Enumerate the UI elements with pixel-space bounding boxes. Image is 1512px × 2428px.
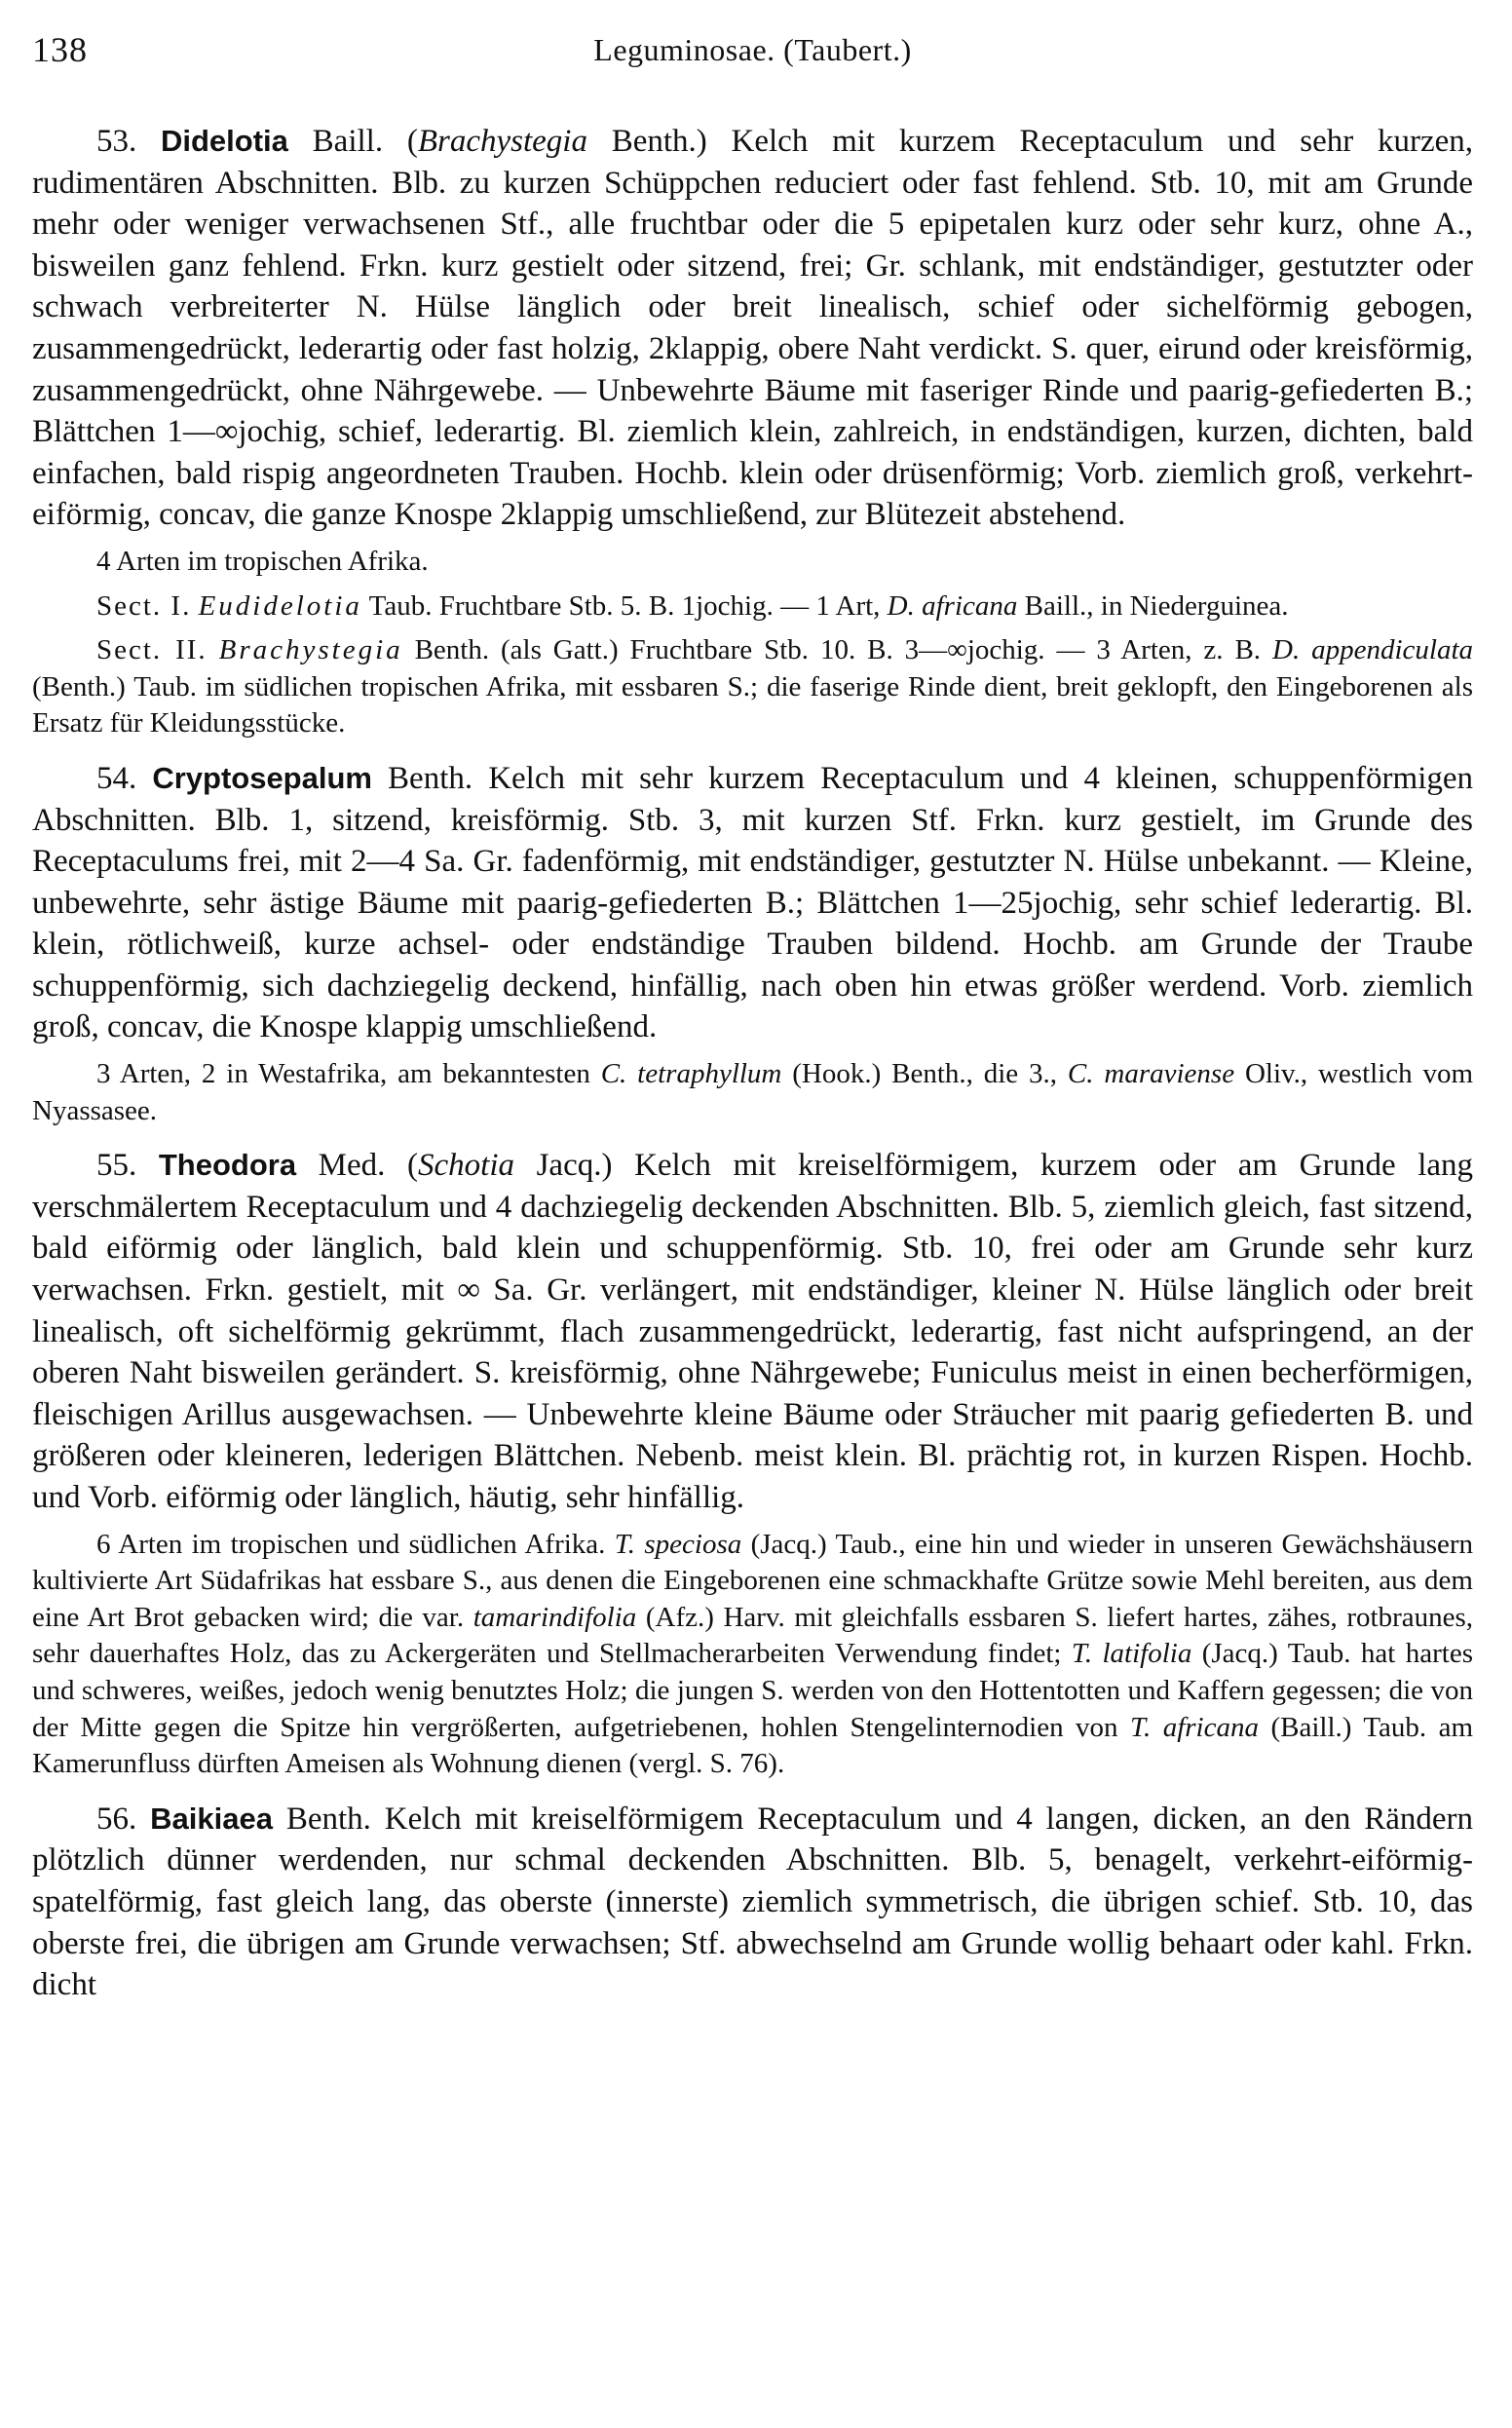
genus-author: Benth.: [388, 760, 473, 796]
synonym-author: Benth.): [611, 124, 707, 159]
entry-body: Kelch mit sehr kurzem Receptaculum und 4 kleinen, schuppenförmigen Abschnitten. Blb. 1, sitzend, kreisförmig. Stb. 3, mit kurzen Stf. Frkn. kurz gestielt, im Grunde des Receptaculums frei, mit 2—4 Sa. Gr. fadenförmig, mit endständiger, gestutzter N. Hülse unbekannt. — Kleine, unbewehrte, sehr ästige Bäume mit paarig-gefiederten B.; Blättchen 1—25jochig, sehr schief lederartig. Bl. klein, rötlichweiß, kurze achsel- oder endständige Trauben bildend. Hochb. am Grunde der Traube schuppenförmig, sich dachziegelig deckend, hinfällig, nach oben hin etwas größer werdend. Vorb. ziemlich groß, concav, die Knospe klappig umschließend.: [32, 760, 1474, 1045]
synonym-author: Jacq.): [536, 1148, 613, 1184]
section-text: Baill., in Niederguinea.: [1024, 589, 1289, 622]
section-text: Benth. (als Gatt.) Fruchtbare Stb. 10. B. 3—∞jochig. — 3 Arten, z. B.: [414, 634, 1262, 666]
species-name: C. maraviense: [1067, 1058, 1235, 1090]
section-label: Sect. II.: [96, 634, 208, 666]
note-text: (Hook.) Benth., die 3.,: [792, 1058, 1058, 1090]
species-note: [32, 1056, 1473, 1129]
genus-entry-didelotia: [32, 121, 1473, 536]
species-name: tamarindifolia: [472, 1601, 637, 1633]
genus-name: Baikiaea: [150, 1801, 273, 1836]
synonym-open: (: [406, 124, 418, 159]
section-name: Brachystegia: [218, 634, 403, 666]
section-name: Eudidelotia: [198, 589, 362, 622]
genus-name: Cryptosepalum: [152, 760, 372, 795]
genus-author: Baill.: [312, 124, 384, 159]
species-name: D. africana: [887, 589, 1018, 622]
genus-author: Med.: [318, 1148, 386, 1184]
genus-entry-cryptosepalum: [32, 758, 1473, 1048]
synonym-open: (: [407, 1148, 419, 1184]
section-note-1: [32, 588, 1473, 626]
note-text: (Baill.) Taub. am Kamerunfluss dürften Ameisen als Wohnung dienen (vergl. S. 76).: [32, 1711, 1474, 1780]
section-text: Taub. Fruchtbare Stb. 5. B. 1jochig. — 1 Art,: [368, 589, 881, 622]
section-label: Sect. I.: [96, 589, 192, 622]
entry-number: 54.: [96, 760, 137, 796]
page-header: [32, 29, 1473, 74]
distribution-note: 4 Arten im tropischen Afrika.: [96, 545, 429, 577]
species-name: T. speciosa: [614, 1528, 742, 1560]
entry-number: 55.: [96, 1148, 137, 1184]
species-note: [32, 1527, 1473, 1783]
synonym-name: Brachystegia: [417, 124, 587, 159]
species-name: T. latifolia: [1071, 1638, 1192, 1670]
genus-name: Theodora: [158, 1148, 297, 1183]
note-text: (Afz.) Harv. mit gleichfalls essbaren S. liefert hartes, zähes, rotbraunes, sehr dauerhaftes Holz, das zu Ackergeräten und Stellmacherarbeiten Verwendung findet;: [32, 1601, 1474, 1670]
entry-body: Kelch mit kreiselförmigem Receptaculum und 4 langen, dicken, an den Rändern plötzlich dünner werdenden, nur schmal deckenden Abschnitten. Blb. 5, benagelt, verkehrt-eiförmig-spatelförmig, fast gleich lang, das oberste (innerste) ziemlich symmetrisch, die übrigen schief. Stb. 10, das oberste frei, die übrigen am Grunde verwachsen; Stf. abwechselnd am Grunde wollig behaart oder kahl. Frkn. dicht: [32, 1801, 1474, 2003]
species-name: C. tetraphyllum: [600, 1058, 782, 1090]
entry-number: 56.: [96, 1801, 137, 1837]
species-name: D. appendiculata: [1272, 634, 1474, 666]
note-text: 6 Arten im tropischen und südlichen Afrika.: [96, 1528, 606, 1560]
genus-entry-baikiaea: [32, 1799, 1473, 2006]
note-text: (Jacq.) Taub. hat hartes und schweres, weißes, jedoch wenig benutztes Holz; die jungen S. werden von den Hottentotten und Kaffern gegessen; die von der Mitte gegen die Spitze hin vergrößerten, aufgetriebenen, hohlen Stengelinternodien von: [32, 1638, 1473, 1743]
genus-entry-theodora: [32, 1145, 1473, 1518]
note-text: (Jacq.) Taub., eine hin und wieder in unseren Gewächshäusern kultivierte Art Südafrikas hat essbare S., aus denen die Eingeborenen eine schmackhafte Grütze sowie Mehl bereiten, aus dem eine Art Brot gebacken wird; die var.: [32, 1528, 1474, 1633]
entry-body: Kelch mit kurzem Receptaculum und sehr kurzen, rudimentären Abschnitten. Blb. zu kurzen Schüppchen reduciert oder fast fehlend. Stb. 10, mit am Grunde mehr oder weniger verwachsenen Stf., alle fruchtbar oder die 5 epipetalen kurz oder sehr kurz, ohne A., bisweilen ganz fehlend. Frkn. kurz gestielt oder sitzend, frei; Gr. schlank, mit endständiger, gestutzter oder schwach verbreiterter N. Hülse länglich oder breit linealisch, schief oder sichelförmig gebogen, zusammengedrückt, lederartig oder fast holzig, 2klappig, obere Naht verdickt. S. quer, eirund oder kreisförmig, zusammengedrückt, ohne Nährgewebe. — Unbewehrte Bäume mit faseriger Rinde und paarig-gefiederten B.; Blättchen 1—∞jochig, schief, lederartig. Bl. ziemlich klein, zahlreich, in endständigen, kurzen, dichten, bald einfachen, bald rispig angeordneten Trauben. Hochb. klein oder drüsenförmig; Vorb. ziemlich groß, verkehrt-eiförmig, concav, die ganze Knospe 2klappig umschließend, zur Blütezeit abstehend.: [32, 124, 1474, 533]
note-text: Oliv., westlich vom Nyassasee.: [32, 1058, 1474, 1126]
entry-body: Kelch mit kreiselförmigem, kurzem oder am Grunde lang verschmälertem Receptaculum und 4 dachziegelig deckenden Abschnitten. Blb. 5, ziemlich gleich, fast sitzend, bald eiförmig oder länglich, bald klein und schuppenförmig. Stb. 10, frei oder am Grunde sehr kurz verwachsen. Frkn. gestielt, mit ∞ Sa. Gr. verlängert, mit endständiger, kleiner N. Hülse länglich oder breit linealisch, oft sichelförmig gekrümmt, flach zusammengedrückt, lederartig, fast nicht aufspringend, an der oberen Naht bisweilen gerändert. S. kreisförmig, ohne Nährgewebe; Funiculus meist in einen becherförmigen, fleischigen Arillus ausgewachsen. — Unbewehrte kleine Bäume oder Sträucher mit paarig gefiederten B. und größeren oder kleineren, lederigen Blättchen. Nebenb. meist klein. Bl. prächtig rot, in kurzen Rispen. Hochb. und Vorb. eiförmig oder länglich, häutig, sehr hinfällig.: [32, 1148, 1474, 1515]
section-note-2: [32, 632, 1473, 742]
genus-name: Didelotia: [161, 124, 288, 158]
running-head: Leguminosae. (Taubert.): [593, 32, 912, 67]
genus-author: Benth.: [285, 1801, 371, 1837]
section-text: (Benth.) Taub. im südlichen tropischen Afrika, mit essbaren S.; die faserige Rinde dient, breit geklopft, den Eingeborenen als Ersatz für Kleidungsstücke.: [32, 670, 1473, 740]
note-text: 3 Arten, 2 in Westafrika, am bekanntesten: [96, 1058, 590, 1090]
page-number: 138: [32, 30, 88, 69]
entry-number: 53.: [96, 124, 137, 159]
species-name: T. africana: [1130, 1711, 1259, 1743]
synonym-name: Schotia: [418, 1148, 514, 1184]
